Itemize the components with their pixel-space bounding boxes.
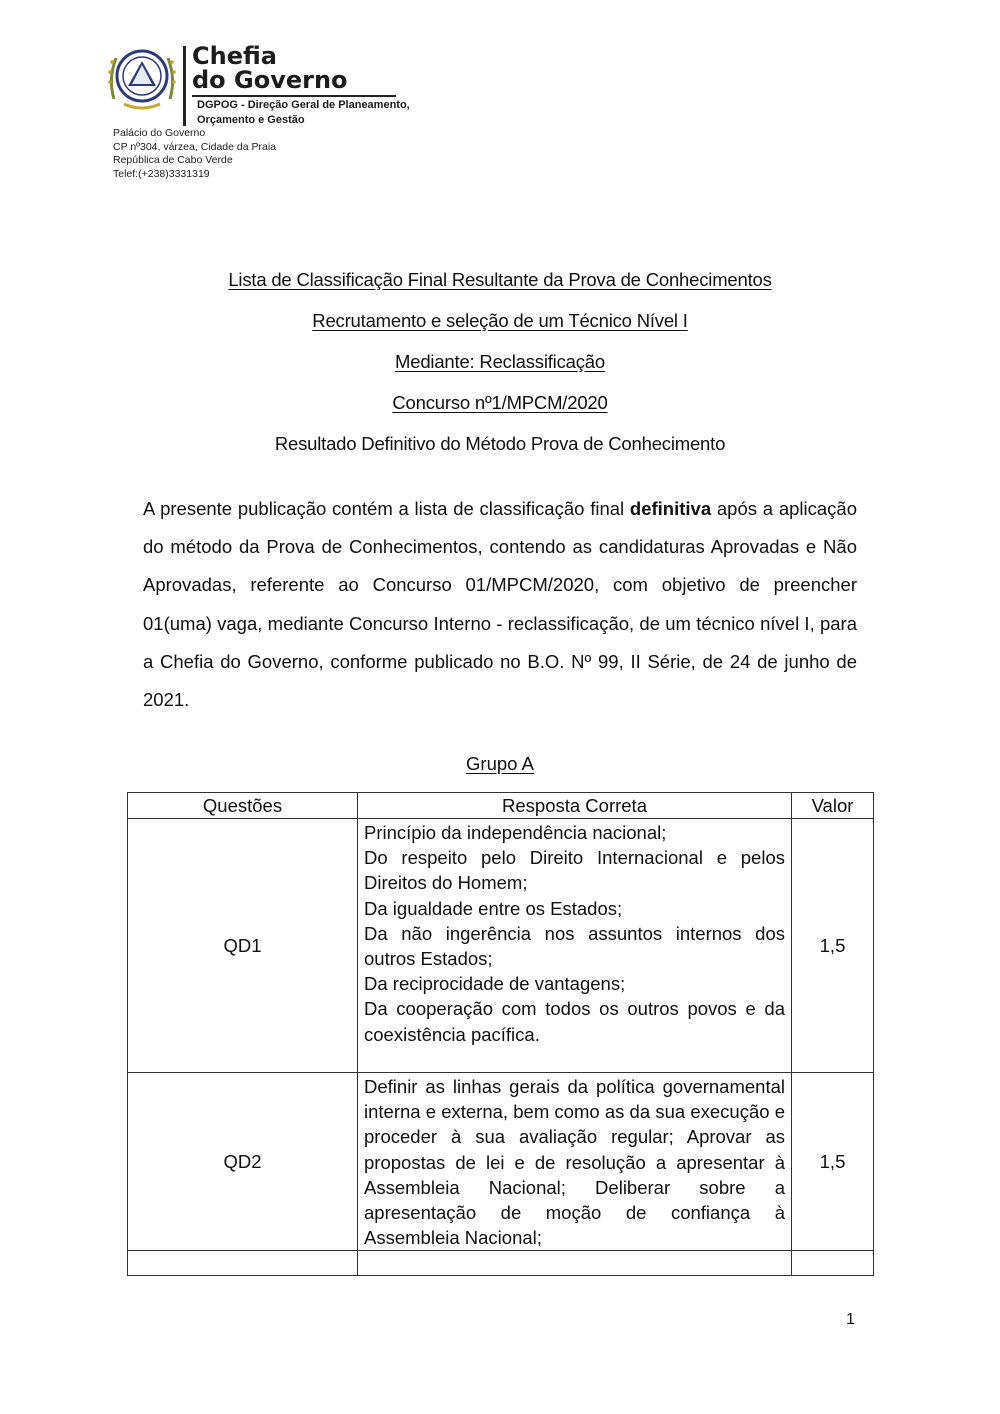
header-valor: Valor bbox=[792, 793, 874, 819]
answer-cell bbox=[358, 819, 792, 1073]
group-heading: Grupo A bbox=[466, 753, 534, 774]
answer-line: Da reciprocidade de vantagens; bbox=[364, 973, 626, 995]
answer-cell bbox=[358, 1073, 792, 1251]
header-resposta: Resposta Correta bbox=[358, 793, 792, 819]
header-questoes: Questões bbox=[128, 793, 358, 819]
question-value: 1,5 bbox=[792, 819, 874, 1073]
question-id: QD2 bbox=[128, 1073, 358, 1251]
address-block bbox=[113, 127, 276, 181]
brand-underline bbox=[192, 95, 396, 97]
address-line: República de Cabo Verde bbox=[113, 154, 233, 166]
intro-paragraph: A presente publicação contém a lista de classificação final definitiva após a aplicação do método da Prova de Conhecimentos, contendo as candidaturas Aprovadas e Não Aprovadas, referente ao Concurso 01/MPCM/2020, com objetivo de preencher 01(uma) vaga, mediante Concurso Interno - reclassificação, de um técnico nível I, para a Chefia do Governo, conforme publicado no B.O. Nº 99, II Série, de 24 de junho de 2021. bbox=[143, 498, 857, 711]
table-header-row bbox=[128, 793, 874, 819]
divider bbox=[183, 46, 186, 126]
address-line: CP nº304, várzea, Cidade da Praia bbox=[113, 140, 276, 153]
table-row bbox=[128, 819, 874, 1073]
answer-line: Definir as linhas gerais da política governamental interna e externa, bem como as da sua execução e proceder à sua avaliação regular; Aprovar as propostas de lei e de resolução a apresentar à Assembleia Nacional; Deliberar sobre a apresentação de moção de confiança à Assembleia Nacional; bbox=[364, 1076, 785, 1249]
brand-line-2: do Governo bbox=[192, 66, 348, 94]
address-line: Palácio do Governo bbox=[113, 127, 206, 139]
title-line-4: Concurso nº1/MPCM/2020 bbox=[392, 392, 608, 413]
department-name: DGPOG - Direção Geral de Planeamento, Orçamento e Gestão bbox=[197, 99, 410, 126]
title-line-5: Resultado Definitivo do Método Prova de Conhecimento bbox=[274, 433, 726, 454]
emphasis-word: definitiva bbox=[629, 498, 712, 519]
answer-line: Da não ingerência nos assuntos internos dos outros Estados; bbox=[364, 922, 785, 970]
question-id: QD1 bbox=[128, 819, 358, 1073]
table-row bbox=[128, 1073, 874, 1251]
brand-line-1: Chefia bbox=[192, 42, 277, 70]
title-line-3: Mediante: Reclassificação bbox=[395, 351, 605, 372]
table-row-empty bbox=[128, 1251, 874, 1276]
answer-line: Da igualdade entre os Estados; bbox=[364, 897, 623, 919]
answer-line: Princípio da independência nacional; bbox=[364, 822, 667, 843]
coat-of-arms-icon bbox=[104, 44, 180, 114]
page-number: 1 bbox=[846, 1311, 855, 1328]
answers-table bbox=[127, 792, 874, 1276]
title-line-1: Lista de Classificação Final Resultante da Prova de Conhecimentos bbox=[228, 269, 772, 290]
answer-line: Da cooperação com todos os outros povos e da coexistência pacífica. bbox=[364, 998, 785, 1045]
title-line-2: Recrutamento e seleção de um Técnico Nível I bbox=[312, 310, 688, 331]
address-line: Telef:(+238)3331319 bbox=[113, 167, 210, 180]
letterhead bbox=[104, 44, 424, 184]
answer-line: Do respeito pelo Direito Internacional e pelos Direitos do Homem; bbox=[364, 847, 785, 894]
question-value: 1,5 bbox=[792, 1073, 874, 1251]
